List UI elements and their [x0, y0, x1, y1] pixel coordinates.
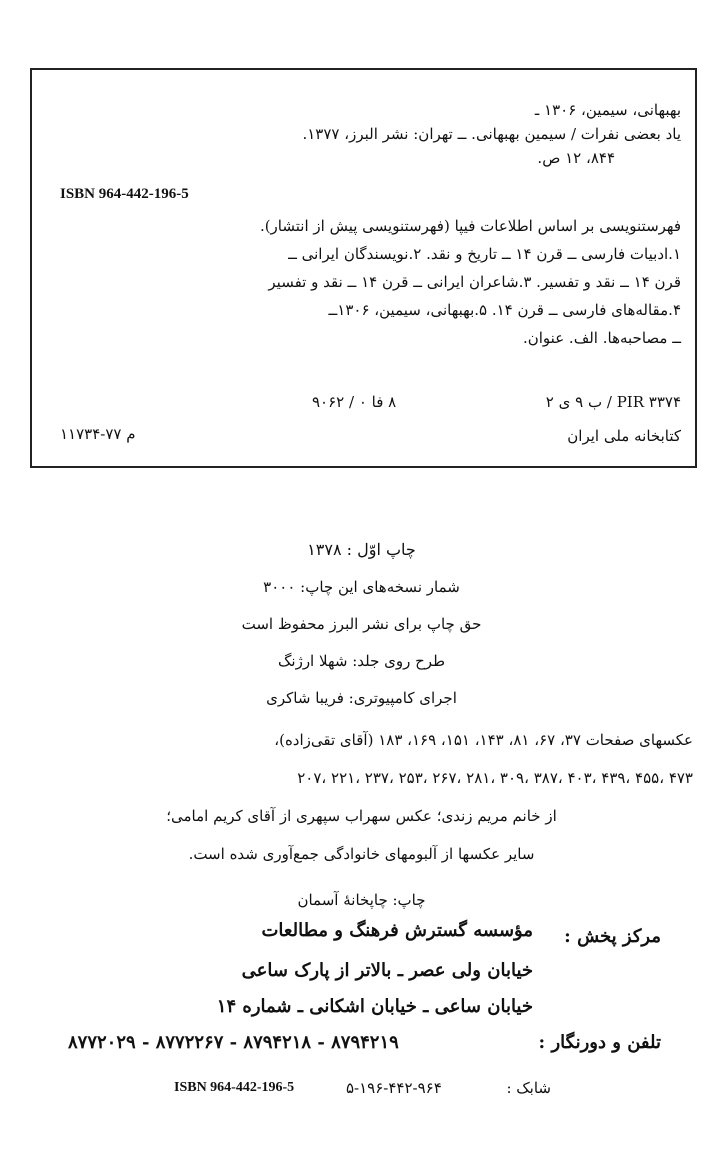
distribution-address-1: خیابان ولی عصر ـ بالاتر از پارک ساعی — [241, 960, 533, 981]
photos-line-2: ۲۰۷، ۲۲۱، ۲۳۷، ۲۵۳، ۲۶۷، ۲۸۱، ۳۰۹، ۳۸۷، ۴۰۳، ۴۳۹، ۴۵۵، ۴۷۳ — [297, 769, 693, 787]
cip-subjects-1: ۱.ادبیات فارسی ــ قرن ۱۴ ــ تاریخ و نقد. ۲.نویسندگان ایرانی ــ — [288, 245, 681, 263]
distribution-institute: مؤسسه گسترش فرهنگ و مطالعات — [261, 920, 533, 941]
distribution-address-2: خیابان ساعی ـ خیابان اشکانی ـ شماره ۱۴ — [216, 996, 533, 1017]
cip-lc-class: PIR ۳۳۷۴ / ب ۹ ی ۲ — [545, 393, 681, 411]
phone-numbers: ۸۷۹۴۲۱۹ - ۸۷۹۴۲۱۸ - ۸۷۷۲۲۶۷ - ۸۷۷۲۰۲۹ — [68, 1032, 399, 1053]
footer-isbn-en: ISBN 964-442-196-5 — [174, 1080, 295, 1095]
photos-line-4: سایر عکسها از آلبومهای خانوادگی جمع‌آوری شده است. — [188, 845, 535, 863]
rights: حق چاپ برای نشر البرز محفوظ است — [241, 615, 482, 633]
cip-lib-number: م ۷۷-۱۱۷۳۴ — [60, 425, 136, 443]
cover-design: طرح روی جلد: شهلا ارژنگ — [277, 652, 446, 670]
cip-box — [30, 68, 697, 468]
photos-line-1: عکسهای صفحات ۳۷، ۶۷، ۸۱، ۱۴۳، ۱۵۱، ۱۶۹، ۱۸۳ (آقای تقی‌زاده)، — [274, 731, 693, 749]
cip-author: بهبهانی، سیمین، ۱۳۰۶ ـ — [534, 101, 681, 119]
typesetting: اجرای کامپیوتری: فریبا شاکری — [266, 689, 457, 707]
distribution-label: مرکز پخش : — [564, 926, 661, 947]
cip-subjects-2: قرن ۱۴ ــ نقد و تفسیر. ۳.شاعران ایرانی ــ قرن ۱۴ ــ نقد و تفسیر — [268, 273, 681, 291]
phone-label: تلفن و دورنگار : — [538, 1032, 661, 1053]
copies: شمار نسخه‌های این چاپ: ۳۰۰۰ — [263, 578, 460, 596]
shabak-label: شابک : — [506, 1079, 551, 1097]
first-edition: چاپ اوّل : ۱۳۷۸ — [307, 540, 416, 559]
cip-title-line: یاد بعضی نفرات / سیمین بهبهانی. ــ تهران: نشر البرز، ۱۳۷۷. — [302, 125, 681, 143]
cip-isbn: ISBN 964-442-196-5 — [60, 186, 189, 202]
cip-pages: ۸۴۴، ۱۲ ص. — [537, 149, 615, 167]
shabak-value: ۵-۱۹۶-۴۴۲-۹۶۴ — [346, 1079, 442, 1097]
printer: چاپ: چاپخانهٔ آسمان — [297, 891, 426, 909]
photos-line-3: از خانم مریم زندی؛ عکس سهراب سپهری از آقای کریم امامی؛ — [166, 807, 557, 825]
cip-library: کتابخانه ملی ایران — [567, 427, 681, 445]
cip-fipa-note: فهرستنویسی بر اساس اطلاعات فیپا (فهرستنویسی پیش از انتشار). — [259, 217, 681, 235]
cip-subjects-3: ۴.مقاله‌های فارسی ــ قرن ۱۴. ۵.بهبهانی، سیمین، ۱۳۰۶ــ — [328, 301, 681, 319]
cip-subjects-4: ــ مصاحبه‌ها. الف. عنوان. — [522, 329, 681, 347]
cip-dewey: ۸ فا ۰ / ۹۰۶۲ — [312, 393, 397, 411]
